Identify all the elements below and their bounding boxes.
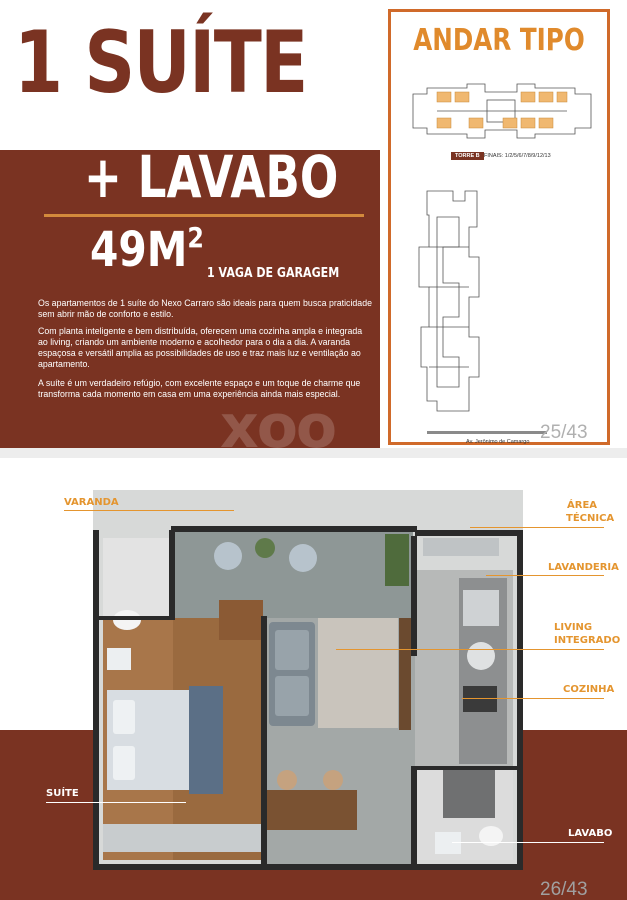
fridge <box>443 770 495 818</box>
description-paragraph: Com planta inteligente e bem distribuída, oferecem uma cozinha ampla e integrada ao living, criando um ambiente moderno e acolhedor para o dia a dia. A varanda espaçosa e versátil amplia as possibilidades de uso e traz mais luz e ventilação ao apartamento. <box>38 326 363 369</box>
description-paragraph: A suíte é um verdadeiro refúgio, com excelente espaço e um toque de charme que transforma cada momento em casa em uma experiência ainda mais especial. <box>38 378 361 399</box>
tv-panel <box>399 618 411 730</box>
wardrobe <box>103 824 263 852</box>
description-paragraph: Os apartamentos de 1 suíte do Nexo Carraro são ideais para quem busca praticidade sem abrir mão de conforto e estilo. <box>38 298 372 319</box>
unit-title: 1 SUÍTE <box>14 13 307 113</box>
balcony-floor <box>173 530 413 618</box>
typical-floor-plan-diagram <box>407 82 597 140</box>
page-number: 26/43 <box>540 879 588 900</box>
label-cozinha: COZINHA <box>563 684 615 695</box>
street-bar <box>427 431 547 434</box>
cooktop <box>463 686 497 712</box>
bathroom-sink <box>107 648 131 670</box>
plant <box>255 538 275 558</box>
label-lavabo: LAVABO <box>568 828 613 839</box>
ac-unit <box>423 538 499 556</box>
washing-machine <box>467 642 495 670</box>
site-plan-diagram <box>413 187 483 415</box>
balcony-chair <box>289 544 317 572</box>
desk <box>219 600 263 640</box>
leader-line <box>336 649 604 650</box>
label-varanda: VARANDA <box>64 497 119 508</box>
street-name: Av. Jerônimo de Camargo <box>466 439 530 445</box>
label-living-1: LIVING <box>554 622 593 633</box>
unit-area <box>90 221 204 278</box>
unit-subtitle: + LAVABO <box>84 143 339 211</box>
lavabo-sink <box>435 832 461 854</box>
unit-finals: FINAIS: 1/2/5/6/7/8/9/12/13 <box>484 153 551 159</box>
bathroom-floor <box>103 538 173 618</box>
bed-blanket <box>189 686 223 794</box>
rug <box>318 618 398 728</box>
plant <box>385 534 409 586</box>
page-separator <box>0 448 627 458</box>
floor-plan-card <box>388 9 610 445</box>
divider <box>44 214 364 217</box>
label-living-2: INTEGRADO <box>554 635 621 646</box>
dining-table <box>265 790 357 830</box>
brochure-page-25 <box>0 0 627 448</box>
lavabo-toilet <box>479 826 503 846</box>
leader-line <box>452 842 604 843</box>
leader-line <box>64 510 234 511</box>
label-area-tecnica-2: TÉCNICA <box>566 513 615 524</box>
balcony-chair <box>214 542 242 570</box>
leader-line <box>462 698 604 699</box>
leader-line <box>470 527 604 528</box>
page-number: 25/43 <box>540 422 588 443</box>
tower-badge: TORRE B <box>451 152 484 160</box>
card-title: ANDAR TIPO <box>413 23 585 58</box>
label-area-tecnica-1: ÁREA <box>567 500 598 511</box>
area-exponent: 2 <box>187 221 204 254</box>
label-lavanderia: LAVANDERIA <box>548 562 619 573</box>
watermark-logo: xoo <box>220 392 336 448</box>
brochure-page-26 <box>0 458 627 900</box>
laundry-sink <box>463 590 499 626</box>
parking-info: 1 VAGA DE GARAGEM <box>207 266 340 281</box>
leader-line <box>46 802 186 803</box>
area-value: 49M <box>90 222 188 278</box>
leader-line <box>486 575 604 576</box>
label-suite: SUÍTE <box>46 788 79 799</box>
apartment-floor-plan <box>93 490 523 870</box>
